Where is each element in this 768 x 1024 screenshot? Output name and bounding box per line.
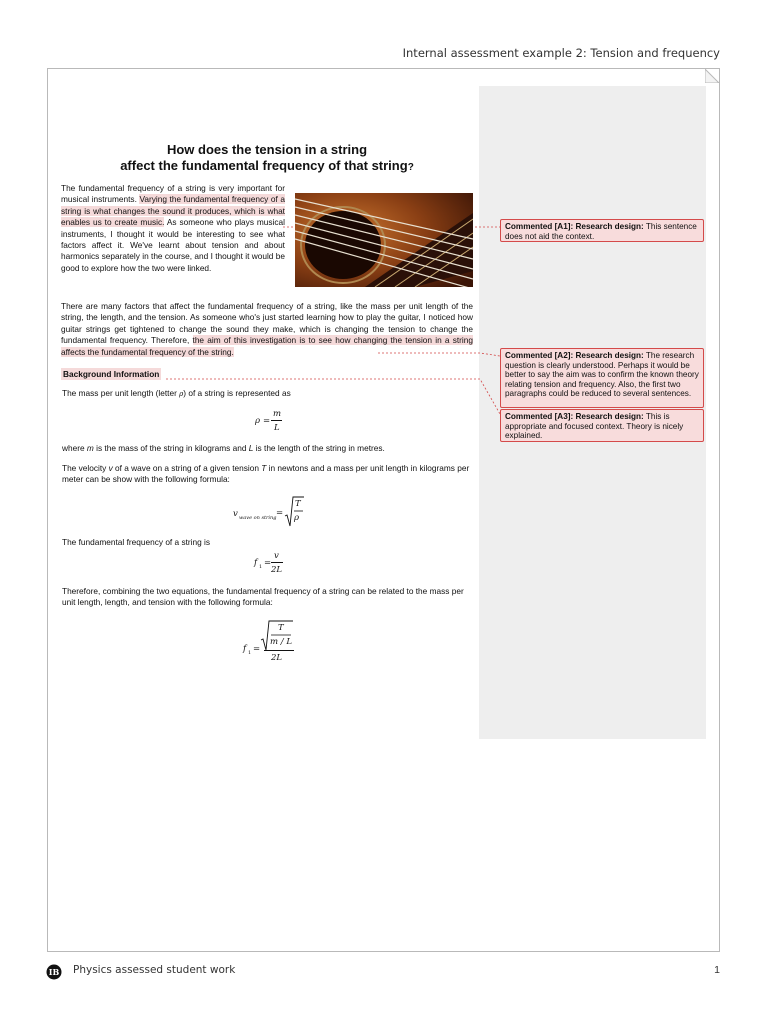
formula-v-denominator: ρ	[294, 513, 299, 523]
formula-v-equals: =	[276, 508, 284, 518]
guitar-photo	[295, 193, 473, 287]
vel-v: v	[108, 463, 113, 473]
fundamental-text: The fundamental frequency of a string is	[62, 537, 211, 547]
title-line-2-wrap	[62, 158, 472, 176]
comment-a3-label: Commented [A3]: Research design:	[505, 412, 644, 421]
where-text-a: where	[62, 443, 87, 453]
mass-per-length-text	[62, 388, 474, 400]
formula-c-symbol: f	[243, 644, 247, 654]
comment-a1[interactable]	[500, 219, 704, 242]
formula-rho-equals: =	[263, 416, 271, 426]
where-L: L	[248, 443, 254, 453]
mass-text-b: ) of a string is represented as	[183, 388, 291, 398]
ib-logo-icon	[46, 964, 62, 980]
intro-p1-text-b: As someone who plays musical instruments, I thought it would be interesting to see what factors affect it. We've learnt about tension and about harmonics separately in the course, and I thought it would be good to explore how the two were linked.	[61, 217, 285, 273]
highlight-a1[interactable]: Varying the fundamental frequency of a string is what changes the sound it produces, which is what enables us to create music.	[61, 194, 285, 228]
comment-a1-label: Commented [A1]: Research design:	[505, 222, 644, 231]
where-text-c: is the length of the string in metres.	[253, 443, 385, 453]
formula-c-subscript: 1	[248, 650, 252, 656]
formula-rho-denominator: L	[274, 423, 280, 433]
formula-c-inner-denominator: m / L	[270, 637, 292, 647]
running-header: Internal assessment example 2: Tension and frequency	[402, 46, 720, 60]
intro-p1-text-a: The fundamental frequency of a string is very important for musical instruments.	[61, 183, 285, 205]
comment-a1-text: This sentence does not aid the context.	[505, 222, 697, 241]
where-text-b: is the mass of the string in kilograms and	[93, 443, 249, 453]
formula-f-symbol: f	[254, 558, 258, 568]
combine-text: Therefore, combining the two equations, the fundamental frequency of a string can be related to the mass per unit length, length, and tension with the following formula:	[62, 586, 464, 608]
intro-paragraph-1	[61, 183, 285, 274]
formula-f-denominator: 2L	[271, 565, 283, 575]
formula-f-equals: =	[264, 558, 272, 568]
footer-text: Physics assessed student work	[73, 964, 236, 976]
title-line-1: How does the tension in a string	[166, 142, 368, 157]
formula-f-numerator: v	[274, 551, 279, 561]
formula-v-symbol: v	[233, 509, 238, 519]
comment-a2-label: Commented [A2]: Research design:	[505, 351, 644, 360]
title-question-mark: ?	[407, 162, 414, 173]
formula-v-sqrt	[284, 496, 304, 528]
intro-p2-text-a: There are many factors that affect the fundamental frequency of a string, like the mass per unit length of the string, the length, and the tension. As someone who's just started learning how to play the guitar, I noticed how guitar strings get tightened to change the sound they make, which is changing the tension to change the fundamental frequency. Therefore,	[61, 301, 473, 346]
formula-c-equals: =	[253, 644, 261, 654]
background-heading[interactable]: Background Information	[63, 369, 160, 379]
intro-paragraph-2	[61, 301, 473, 358]
formula-v-subscript: wave on string	[239, 515, 277, 521]
comment-a3-text: This is appropriate and focused context. Theory is nicely explained.	[505, 412, 684, 441]
vel-text-c: in newtons and a mass per unit length in kilograms per meter can be show with the following formula:	[62, 463, 470, 485]
formula-f-fraction-bar	[271, 562, 283, 563]
formula-c-fraction-bar	[264, 650, 294, 651]
vel-text-a: The velocity	[62, 463, 109, 473]
formula-c-denominator: 2L	[271, 653, 283, 663]
mass-text-a: The mass per unit length (letter	[62, 388, 180, 398]
formula-rho-symbol: ρ	[255, 416, 260, 426]
comment-a2[interactable]	[500, 348, 704, 408]
comment-a3[interactable]	[500, 409, 704, 442]
formula-c-inner-numerator: T	[278, 623, 284, 633]
vel-T: T	[261, 463, 267, 473]
vel-text-b: of a wave on a string of a given tension	[112, 463, 262, 473]
where-m: m	[86, 443, 94, 453]
formula-rho-fraction-bar	[271, 420, 282, 421]
comment-a2-text: The research question is clearly understood. Perhaps it would be better to say the aim was to confirm the known theory relating tension and frequency. Also, the first two paragraphs could be reduced to several sentences.	[505, 351, 699, 399]
formula-f-subscript: 1	[259, 564, 263, 570]
formula-v-numerator: T	[295, 499, 301, 509]
mass-rho-symbol: ρ	[179, 390, 184, 398]
title-line-2: affect the fundamental frequency of that string	[120, 158, 408, 173]
formula-rho-numerator: m	[273, 409, 282, 419]
page-number: 1	[714, 964, 720, 976]
velocity-text	[62, 463, 474, 486]
page-title	[62, 142, 472, 176]
svg-text:IB: IB	[48, 967, 60, 977]
where-text	[62, 443, 474, 454]
highlight-a2[interactable]: the aim of this investigation is to see how changing the tension in a string affects the fundamental frequency of the string.	[61, 335, 473, 357]
